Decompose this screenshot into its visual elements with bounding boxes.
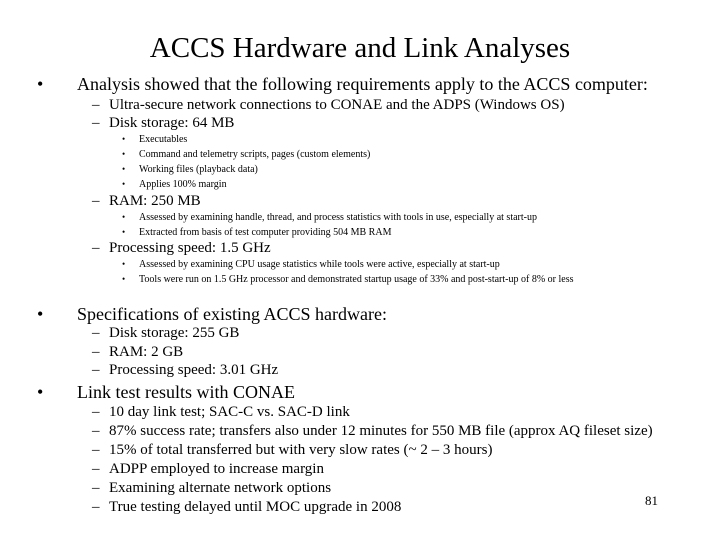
section-heading: Analysis showed that the following requirements apply to the ACCS computer: bbox=[77, 74, 648, 94]
dash-glyph: – bbox=[92, 115, 100, 131]
list-item: Disk storage: 64 MB bbox=[109, 115, 235, 131]
dash-glyph: – bbox=[92, 480, 100, 496]
dash-glyph: – bbox=[92, 499, 100, 515]
section-heading: Specifications of existing ACCS hardware: bbox=[77, 304, 387, 324]
dash-glyph: – bbox=[92, 97, 100, 113]
dash-glyph: – bbox=[92, 344, 100, 360]
sub-item: Command and telemetry scripts, pages (custom elements) bbox=[139, 149, 371, 160]
list-item: RAM: 250 MB bbox=[109, 193, 201, 209]
sub-item: Extracted from basis of test computer providing 504 MB RAM bbox=[139, 227, 392, 238]
page-number: 81 bbox=[645, 493, 658, 508]
bullet-glyph: • bbox=[122, 274, 126, 284]
list-item: ADPP employed to increase margin bbox=[109, 461, 324, 477]
dash-glyph: – bbox=[92, 362, 100, 378]
list-item: 15% of total transferred but with very slow rates (~ 2 – 3 hours) bbox=[109, 442, 493, 458]
section-heading: Link test results with CONAE bbox=[77, 382, 295, 402]
bullet-glyph: • bbox=[122, 179, 126, 189]
bullet-glyph: • bbox=[122, 259, 126, 269]
dash-glyph: – bbox=[92, 404, 100, 420]
list-item: Processing speed: 3.01 GHz bbox=[109, 362, 279, 378]
dash-glyph: – bbox=[92, 193, 100, 209]
bullet-glyph: • bbox=[37, 382, 44, 402]
bullet-glyph: • bbox=[122, 134, 126, 144]
bullet-glyph: • bbox=[37, 304, 44, 324]
dash-glyph: – bbox=[92, 423, 100, 439]
list-item: Processing speed: 1.5 GHz bbox=[109, 240, 271, 256]
list-item: Examining alternate network options bbox=[109, 480, 332, 496]
sub-item: Tools were run on 1.5 GHz processor and demonstrated startup usage of 33% and post-start-up of 8% or less bbox=[139, 274, 574, 285]
bullet-glyph: • bbox=[37, 74, 44, 94]
sub-item: Applies 100% margin bbox=[139, 179, 227, 190]
sub-item: Working files (playback data) bbox=[139, 164, 258, 175]
bullet-glyph: • bbox=[122, 164, 126, 174]
sub-item: Executables bbox=[139, 134, 188, 145]
list-item: Disk storage: 255 GB bbox=[109, 325, 240, 341]
list-item: True testing delayed until MOC upgrade in 2008 bbox=[109, 499, 402, 515]
dash-glyph: – bbox=[92, 461, 100, 477]
sub-item: Assessed by examining handle, thread, and process statistics with tools in use, especially at start-up bbox=[139, 212, 537, 223]
list-item: 87% success rate; transfers also under 12 minutes for 550 MB file (approx AQ fileset size) bbox=[109, 423, 653, 439]
dash-glyph: – bbox=[92, 442, 100, 458]
list-item: 10 day link test; SAC-C vs. SAC-D link bbox=[109, 404, 350, 420]
list-item: Ultra-secure network connections to CONAE and the ADPS (Windows OS) bbox=[109, 97, 565, 113]
sub-item: Assessed by examining CPU usage statistics while tools were active, especially at start-up bbox=[139, 259, 500, 270]
bullet-glyph: • bbox=[122, 227, 126, 237]
dash-glyph: – bbox=[92, 325, 100, 341]
bullet-glyph: • bbox=[122, 212, 126, 222]
list-item: RAM: 2 GB bbox=[109, 344, 184, 360]
bullet-glyph: • bbox=[122, 149, 126, 159]
dash-glyph: – bbox=[92, 240, 100, 256]
slide-title: ACCS Hardware and Link Analyses bbox=[149, 32, 571, 64]
